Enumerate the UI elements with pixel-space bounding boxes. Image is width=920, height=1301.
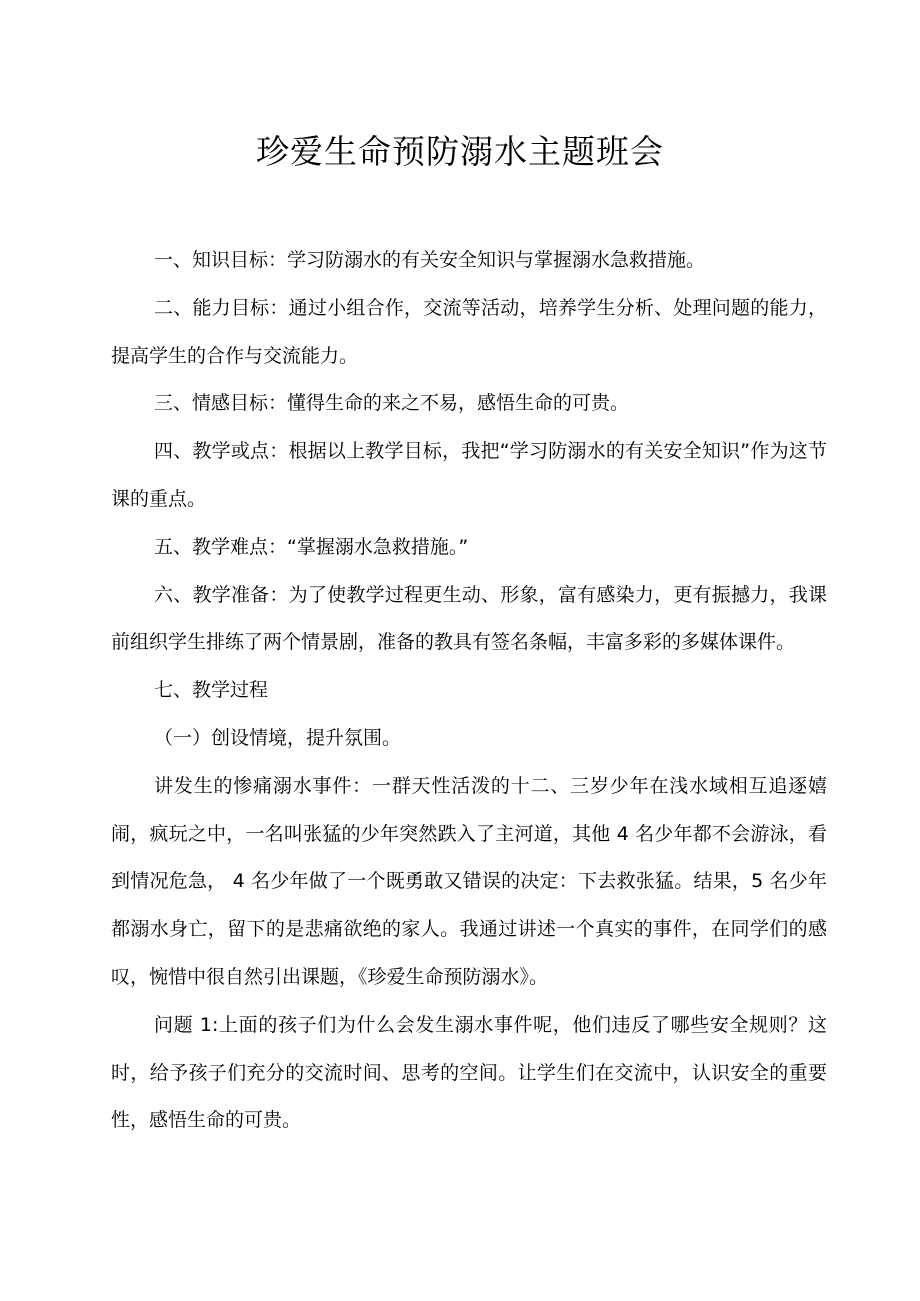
paragraph-drowning-story: 讲发生的惨痛溺水事件：一群天性活泼的十二、三岁少年在浅水域相互追逐嬉闹，疯玩之中，一名叫张猛的少年突然跌入了主河道，其他 4 名少年都不会游泳，看到情况危急， 4 名少年做了一个既勇敢又错误的决定：下去救张猛。结果，5 名少年都溺水身亡，留下的是悲痛欲绝的家人。我通过讲述一个真实的事件，在同学们的感叹，惋惜中很自然引出课题，《珍爱生命预防溺水》。 <box>111 774 827 988</box>
document-body <box>111 237 827 1145</box>
document-title: 珍爱生命预防溺水主题班会 <box>256 132 664 171</box>
paragraph-teaching-focus: 四、教学或点：根据以上教学目标，我把“学习防溺水的有关安全知识”作为这节课的重点。 <box>111 440 827 510</box>
paragraph-teaching-preparation: 六、教学准备：为了使教学过程更生动、形象，富有感染力，更有振撼力，我课前组织学生排练了两个情景剧，准备的教具有签名条幅，丰富多彩的多媒体课件。 <box>111 583 827 654</box>
paragraph-emotion-goal: 三、情感目标：懂得生命的来之不易，感悟生命的可贵。 <box>154 392 630 415</box>
paragraph-question-one: 问题 1:上面的孩子们为什么会发生溺水事件呢，他们违反了哪些安全规则？这时，给予孩子们充分的交流时间、思考的空间。让学生们在交流中，认识安全的重要性，感悟生命的可贵。 <box>111 1013 827 1132</box>
paragraph-teaching-difficulty: 五、教学难点：“掌握溺水急救措施。” <box>154 535 469 558</box>
paragraph-knowledge-goal: 一、知识目标：学习防溺水的有关安全知识与掌握溺水急救措施。 <box>154 249 706 271</box>
paragraph-teaching-process-heading: 七、教学过程 <box>154 679 269 702</box>
paragraph-section-one-heading: （一）创设情境，提升氛围。 <box>154 726 402 749</box>
paragraph-ability-goal: 二、能力目标：通过小组合作，交流等活动，培养学生分析、处理问题的能力，提高学生的合作与交流能力。 <box>111 296 827 367</box>
